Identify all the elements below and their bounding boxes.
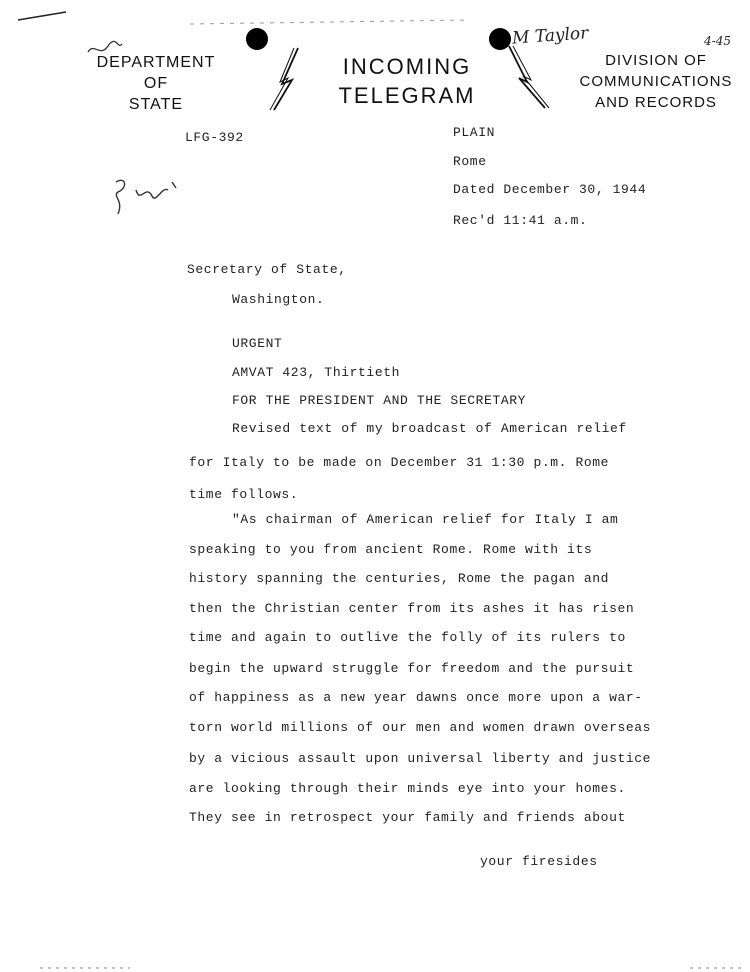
handwritten-initials bbox=[106, 174, 196, 224]
body-line: torn world millions of our men and women drawn overseas bbox=[189, 720, 652, 735]
reference-line: AMVAT 423, Thirtieth bbox=[232, 365, 401, 380]
header-division-line-1: DIVISION OF bbox=[605, 52, 707, 69]
plain-label: PLAIN bbox=[453, 125, 496, 140]
body-line: time follows. bbox=[189, 487, 299, 502]
body-line: "As chairman of American relief for Italy I am bbox=[232, 512, 619, 527]
header-department-line-1: DEPARTMENT bbox=[96, 54, 216, 71]
addressee: Secretary of State, bbox=[187, 262, 347, 277]
body-line: are looking through their minds eye into your homes. bbox=[189, 781, 626, 796]
body-line: speaking to you from ancient Rome. Rome with its bbox=[189, 542, 593, 557]
received-line: Rec'd 11:41 a.m. bbox=[453, 213, 588, 228]
origin-city: Rome bbox=[453, 154, 487, 169]
header-title-line-1: INCOMING bbox=[342, 54, 472, 79]
lightning-right-icon bbox=[505, 42, 565, 112]
header-division-line-3: AND RECORDS bbox=[595, 94, 717, 111]
header-department bbox=[86, 52, 226, 115]
lightning-left-icon bbox=[252, 44, 312, 114]
recipient-line: FOR THE PRESIDENT AND THE SECRETARY bbox=[232, 393, 527, 408]
handwritten-name: M Taylor bbox=[511, 23, 589, 49]
header-department-line-3: STATE bbox=[128, 96, 184, 113]
handwritten-scribble-top-left bbox=[84, 40, 124, 60]
header-division bbox=[566, 50, 746, 113]
header-incoming-telegram bbox=[322, 52, 492, 110]
continuation-line: your firesides bbox=[480, 854, 598, 869]
header-title-line-2: TELEGRAM bbox=[338, 83, 476, 108]
body-line: They see in retrospect your family and friends about bbox=[189, 810, 626, 825]
header-division-line-2: COMMUNICATIONS bbox=[579, 73, 733, 90]
telegram-code: LFG-392 bbox=[185, 130, 244, 145]
body-line: then the Christian center from its ashes it has risen bbox=[189, 601, 635, 616]
addressee-city: Washington. bbox=[232, 292, 325, 307]
top-stray-marks bbox=[0, 0, 750, 40]
header-department-line-2: OF bbox=[143, 75, 169, 92]
body-line: for Italy to be made on December 31 1:30 p.m. Rome bbox=[189, 455, 610, 470]
body-line: of happiness as a new year dawns once more upon a war- bbox=[189, 690, 643, 705]
body-line: Revised text of my broadcast of American relief bbox=[232, 421, 627, 436]
handwritten-number: 4-45 bbox=[704, 34, 731, 48]
urgent-label: URGENT bbox=[232, 336, 283, 351]
body-line: time and again to outlive the folly of its rulers to bbox=[189, 630, 626, 645]
bottom-stray-marks bbox=[0, 958, 750, 972]
body-line: history spanning the centuries, Rome the pagan and bbox=[189, 571, 610, 586]
dated-line: Dated December 30, 1944 bbox=[453, 182, 647, 197]
body-line: by a vicious assault upon universal liberty and justice bbox=[189, 751, 652, 766]
body-line: begin the upward struggle for freedom and the pursuit bbox=[189, 661, 635, 676]
